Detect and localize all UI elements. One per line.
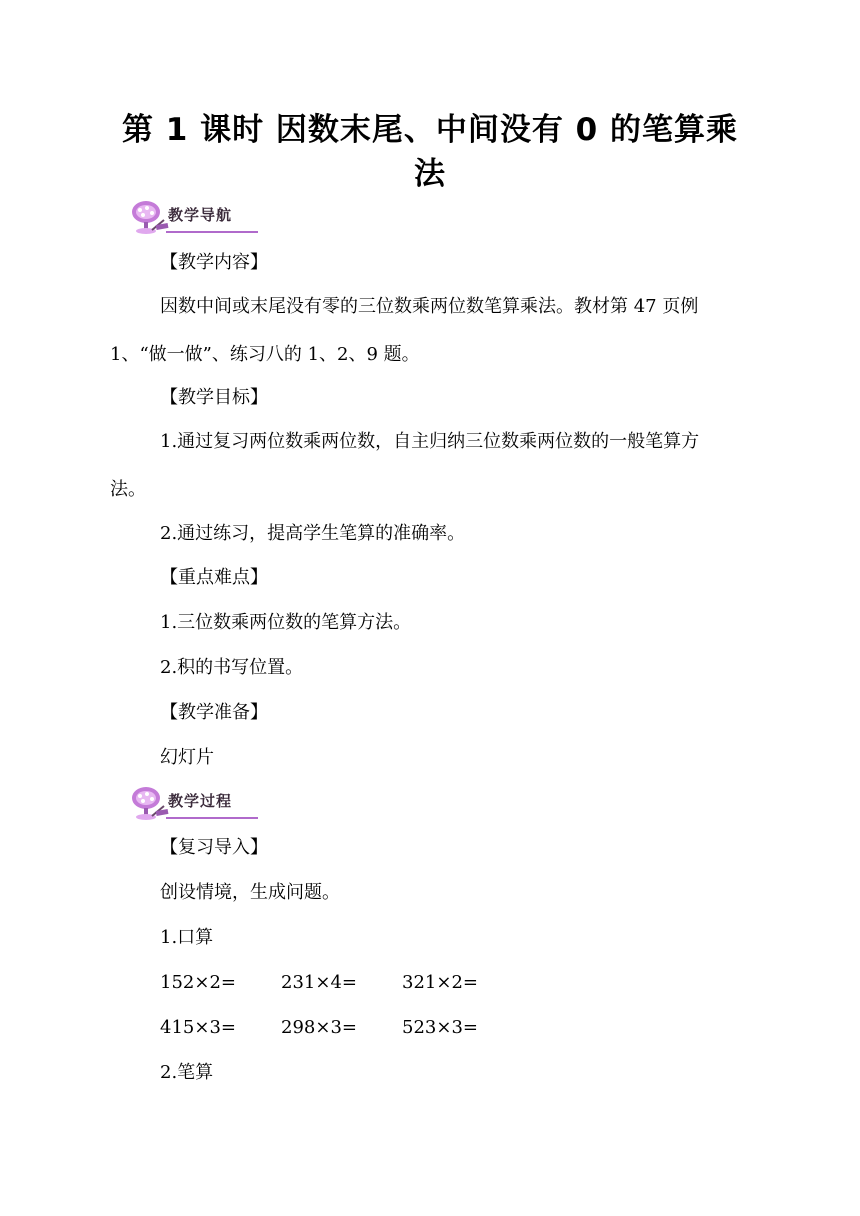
page-title bbox=[120, 108, 740, 196]
oral-item: 415×3= bbox=[160, 1017, 236, 1038]
goal-2: 2.通过练习，提高学生笔算的准确率。 bbox=[160, 523, 466, 544]
section-badge-nav bbox=[128, 198, 260, 238]
goals-heading: 【教学目标】 bbox=[160, 387, 268, 408]
review-heading: 【复习导入】 bbox=[160, 837, 268, 858]
written-label: 2.笔算 bbox=[160, 1062, 214, 1083]
title-line-2: 法 bbox=[414, 156, 446, 192]
section-title-process: 教学过程 bbox=[168, 792, 233, 810]
oral-label: 1.口算 bbox=[160, 927, 214, 948]
oral-item: 298×3= bbox=[281, 1017, 357, 1038]
oral-item: 231×4= bbox=[281, 972, 357, 993]
oral-row-2 bbox=[160, 1016, 523, 1040]
key-heading: 【重点难点】 bbox=[160, 567, 268, 588]
key-1: 1.三位数乘两位数的笔算方法。 bbox=[160, 612, 412, 633]
prep-text: 幻灯片 bbox=[160, 747, 214, 768]
content-heading: 【教学内容】 bbox=[160, 252, 268, 273]
goal-1: 1.通过复习两位数乘两位数，自主归纳三位数乘两位数的一般笔算方法。 bbox=[110, 431, 700, 500]
section-badge-process bbox=[128, 784, 260, 824]
key-2: 2.积的书写位置。 bbox=[160, 657, 304, 678]
title-line-1: 第 1 课时 因数末尾、中间没有 0 的笔算乘 bbox=[121, 112, 739, 148]
oral-row-1 bbox=[160, 971, 523, 995]
section-title-nav: 教学导航 bbox=[168, 206, 233, 224]
oral-item: 152×2= bbox=[160, 972, 236, 993]
oral-item: 523×3= bbox=[402, 1017, 478, 1038]
content-text: 因数中间或末尾没有零的三位数乘两位数笔算乘法。教材第 47 页例 1、“做一做”、练习八的 1、2、9 题。 bbox=[110, 296, 699, 365]
oral-item: 321×2= bbox=[402, 972, 478, 993]
prep-heading: 【教学准备】 bbox=[160, 702, 268, 723]
review-text: 创设情境，生成问题。 bbox=[160, 882, 340, 903]
